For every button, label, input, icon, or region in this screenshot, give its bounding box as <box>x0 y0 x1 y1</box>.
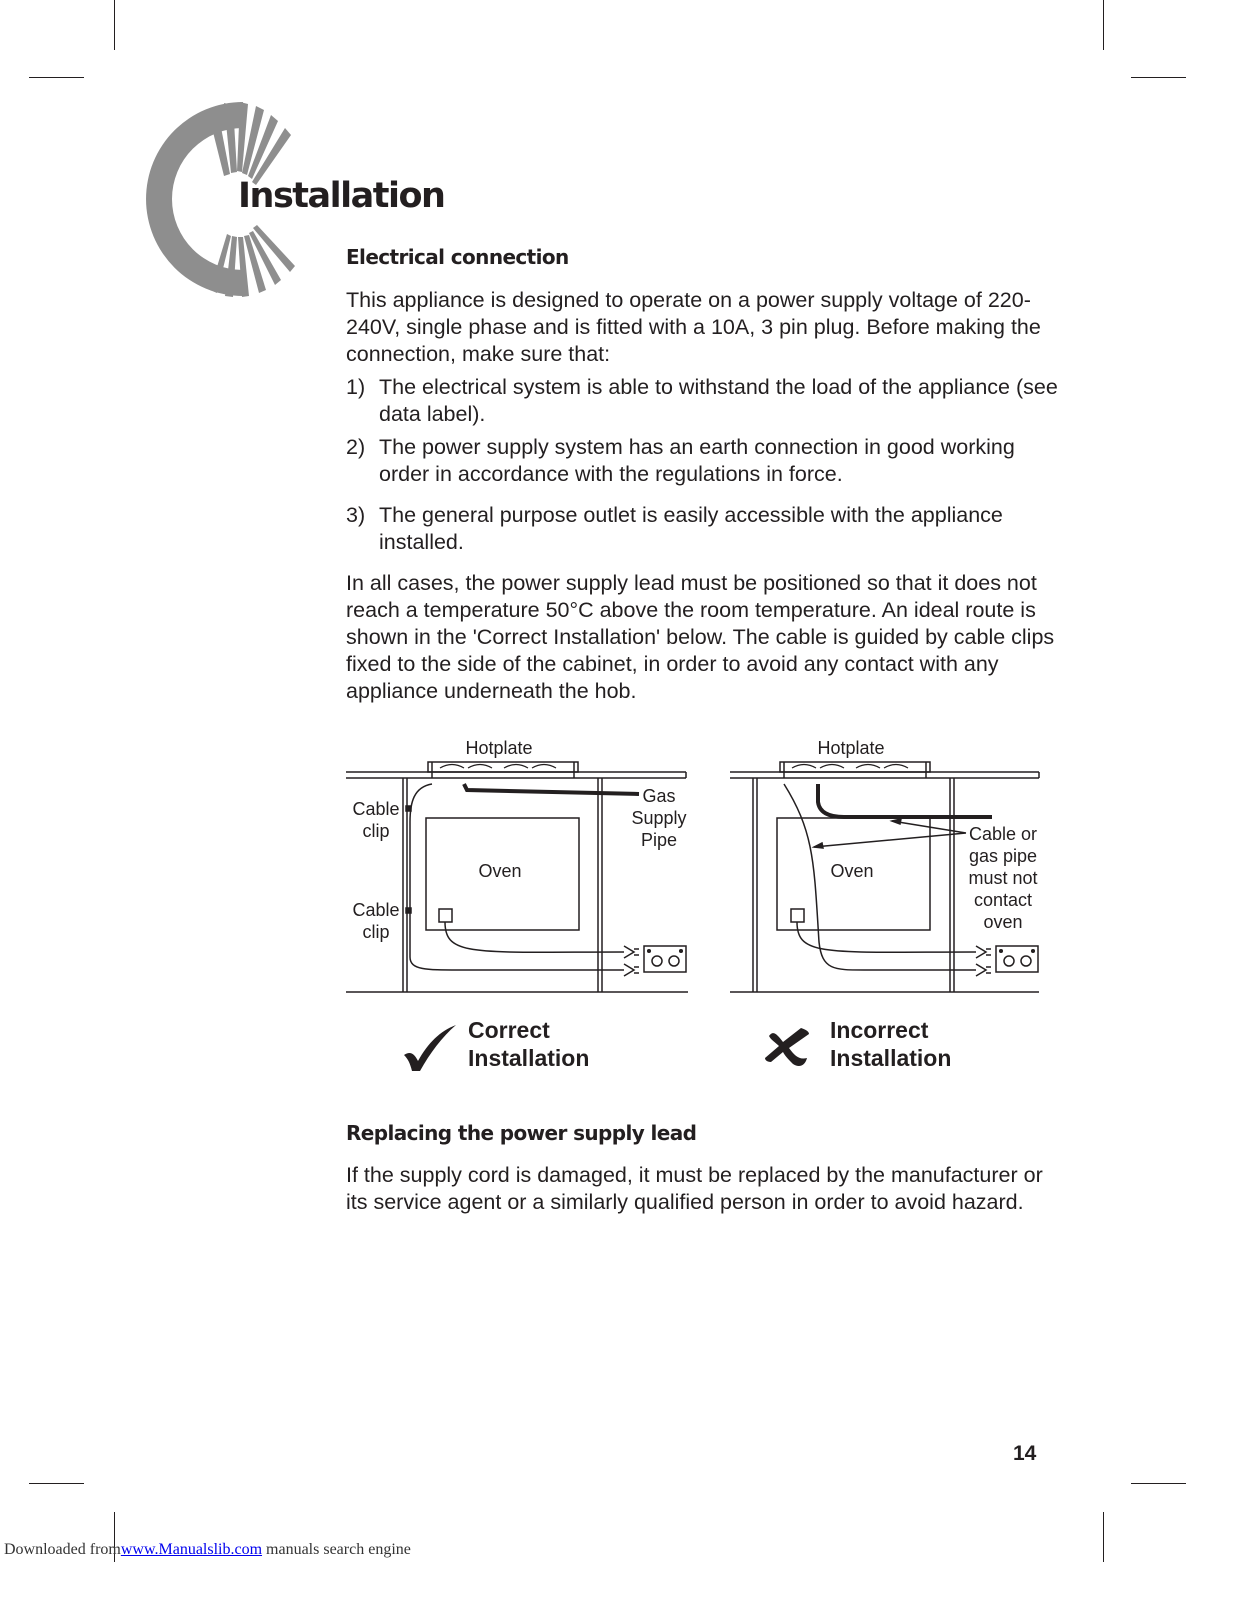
cable-clip-label-line: clip <box>362 922 390 942</box>
cable-clip-label-line: Cable <box>352 799 400 819</box>
hotplate-label: Hotplate <box>465 738 533 758</box>
list-number: 2) <box>346 435 366 459</box>
list-text: The power supply system has an earth connection in good working order in accordance with the regulations in force. <box>379 435 1015 486</box>
cross-icon <box>765 1028 813 1068</box>
gas-supply-pipe-label-line: Supply <box>631 808 687 828</box>
crop-mark <box>29 77 84 78</box>
warning-label-line: must not <box>968 868 1038 888</box>
incorrect-installation-label <box>830 1016 951 1072</box>
crop-mark <box>1103 1512 1104 1562</box>
list-item <box>346 434 1066 488</box>
status-label-line: Installation <box>468 1045 590 1071</box>
warning-label <box>968 823 1037 933</box>
warning-label-line: oven <box>983 912 1023 932</box>
page-title: Installation <box>238 176 445 216</box>
cable-clip-label-line: clip <box>362 821 390 841</box>
list-text: The electrical system is able to withstand the load of the appliance (see data label). <box>379 375 1058 426</box>
section-heading-replacing: Replacing the power supply lead <box>346 1121 697 1145</box>
footer-link[interactable]: www.Manualslib.com <box>120 1541 263 1558</box>
list-item <box>346 374 1066 428</box>
status-label-line: Correct <box>468 1017 550 1043</box>
gas-supply-pipe-label-line: Pipe <box>640 830 678 850</box>
intro-paragraph: This appliance is designed to operate on a power supply voltage of 220-240V, single phase and is fitted with a 10A, 3 pin plug. Before making the connection, make sure that: <box>346 288 1041 366</box>
warning-label-line: gas pipe <box>968 846 1038 866</box>
correct-installation-label <box>468 1016 589 1072</box>
cable-clip-label <box>352 798 399 842</box>
warning-label-line: contact <box>973 890 1033 910</box>
section-heading-electrical: Electrical connection <box>346 245 569 269</box>
crop-mark <box>1131 1483 1186 1484</box>
list-number: 3) <box>346 503 366 527</box>
cable-clip-label-line: Cable <box>352 900 400 920</box>
warning-label-line: Cable or <box>968 824 1038 844</box>
installation-diagrams <box>344 732 1044 1071</box>
gas-supply-pipe-label-line: Gas <box>642 786 676 806</box>
oven-label: Oven <box>830 861 874 881</box>
footer <box>4 1541 411 1559</box>
crop-mark <box>114 0 115 50</box>
status-label-line: Installation <box>830 1045 952 1071</box>
checkmark-icon <box>402 1025 458 1073</box>
page-number: 14 <box>1013 1442 1037 1465</box>
oven-label: Oven <box>478 861 522 881</box>
cable-clip-label <box>352 899 399 943</box>
replace-paragraph: If the supply cord is damaged, it must be replaced by the manufacturer or its service agent or a similarly qualified person in order to avoid hazard. <box>346 1163 1043 1214</box>
gas-supply-pipe-label <box>631 785 686 851</box>
crop-mark <box>1131 77 1186 78</box>
list-text: The general purpose outlet is easily accessible with the appliance installed. <box>379 503 1003 554</box>
crop-mark <box>1103 0 1104 50</box>
crop-mark <box>29 1483 84 1484</box>
footer-prefix: Downloaded from <box>4 1541 121 1558</box>
list-item <box>346 502 1066 556</box>
hotplate-label: Hotplate <box>817 738 885 758</box>
installation-diagram-drawing <box>344 732 1044 1002</box>
status-label-line: Incorrect <box>830 1017 929 1043</box>
body-paragraph: In all cases, the power supply lead must be positioned so that it does not reach a temperature 50°C above the room temperature. An ideal route is shown in the 'Correct Installation' below. The cable is guided by cable clips fixed to the side of the cabinet, in order to avoid any contact with any appliance underneath the hob. <box>346 571 1055 703</box>
list-number: 1) <box>346 375 366 399</box>
footer-suffix: manuals search engine <box>262 1541 411 1558</box>
